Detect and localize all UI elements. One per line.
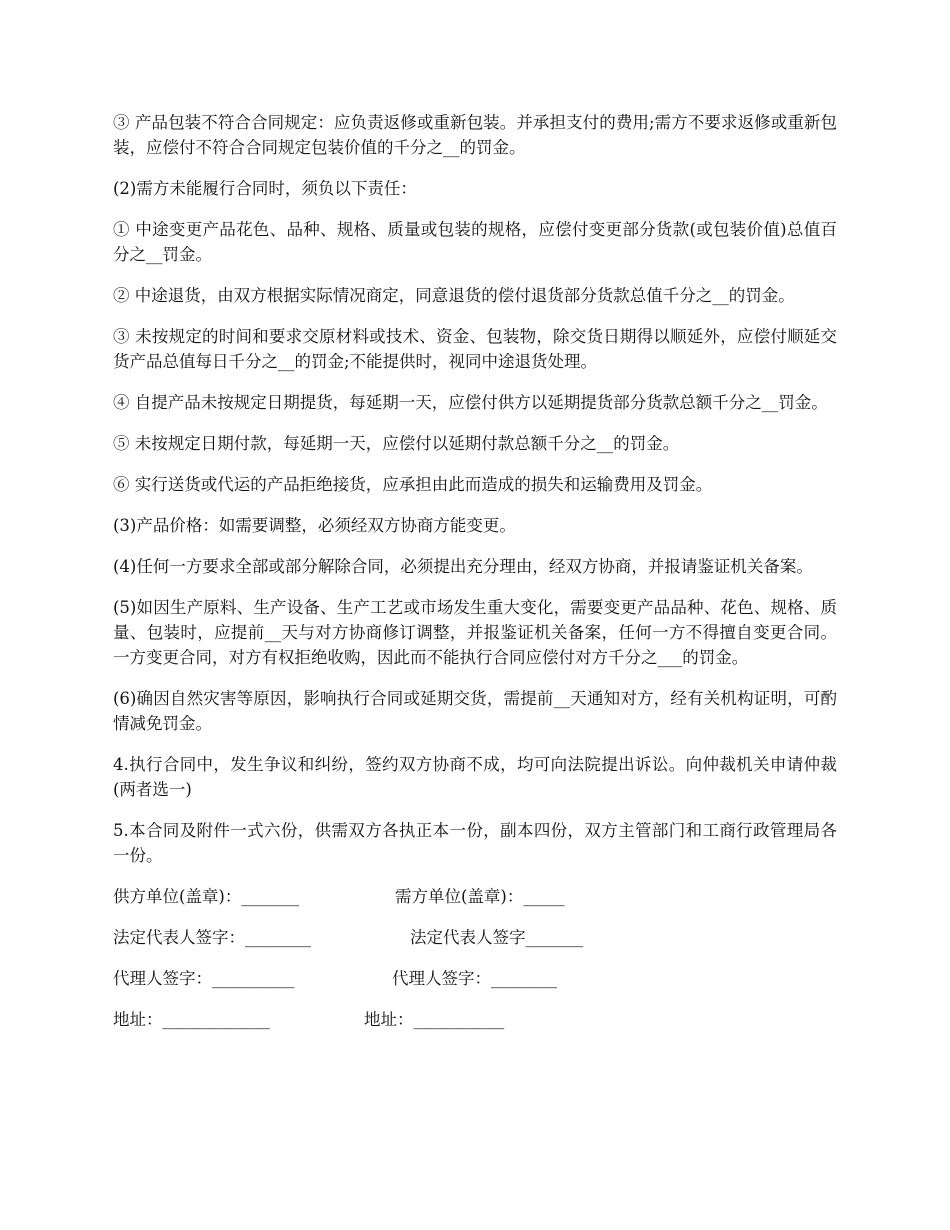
supplier-address-field: 地址：_____________: [113, 1010, 270, 1029]
clause-price: (3)产品价格：如需要调整，必须经双方协商方能变更。: [113, 516, 516, 535]
clause-force-majeure: (6)确因自然灾害等原因，影响执行合同或延期交货，需提前__天通知对方，经有关机构证明，可酌情减免罚金。: [113, 689, 837, 733]
signature-row-unit: [113, 884, 837, 909]
buyer-address-field: 地址：___________: [364, 1010, 505, 1029]
clause-termination: (4)任何一方要求全部或部分解除合同，必须提出充分理由，经双方协商，并报请鉴证机关备案。: [113, 557, 813, 576]
clause-buyer-payment-delay: ⑤ 未按规定日期付款，每延期一天，应偿付以延期付款总额千分之__的罚金。: [113, 434, 680, 453]
clause-dispute: 4.执行合同中，发生争议和纠纷，签约双方协商不成，均可向法院提出诉讼。向仲裁机关申请仲裁(两者选一): [113, 755, 837, 799]
clause-buyer-materials-delay: ③ 未按规定的时间和要求交原材料或技术、资金、包装物，除交货日期得以顺延外，应偿付顺延交货产品总值每日千分之__的罚金;不能提供时，视同中途退货处理。: [113, 327, 837, 371]
buyer-legal-rep-field: 法定代表人签字_______: [410, 928, 584, 947]
clause-supplier-packaging: ③ 产品包装不符合合同规定：应负责返修或重新包装。并承担支付的费用;需方不要求返修或重新包装，应偿付不符合合同规定包装价值的千分之__的罚金。: [113, 113, 837, 157]
signature-row-address: [113, 1007, 837, 1032]
supplier-unit-field: 供方单位(盖章)：_______: [113, 887, 300, 906]
clause-buyer-refuse-delivery: ⑥ 实行送货或代运的产品拒绝接货，应承担由此而造成的损失和运输费用及罚金。: [113, 475, 713, 494]
clause-copies: 5.本合同及附件一式六份，供需双方各执正本一份，副本四份，双方主管部门和工商行政管理局各一份。: [113, 821, 837, 865]
clause-buyer-pickup-delay: ④ 自提产品未按规定日期提货，每延期一天，应偿付供方以延期提货部分货款总额千分之__罚金。: [113, 393, 828, 412]
supplier-legal-rep-field: 法定代表人签字：________: [113, 928, 311, 947]
buyer-agent-field: 代理人签字：________: [392, 969, 557, 988]
clause-buyer-liability-heading: (2)需方未能履行合同时，须负以下责任：: [113, 179, 417, 198]
document-body: [113, 110, 837, 1048]
clause-major-change: (5)如因生产原料、生产设备、生产工艺或市场发生重大变化，需要变更产品品种、花色、规格、质量、包装时，应提前__天与对方协商修订调整，并报鉴证机关备案，任何一方不得擅自变更合同。一方变更合同，对方有权拒绝收购，因此而不能执行合同应偿付对方千分之___的罚金。: [113, 598, 837, 667]
clause-buyer-return-goods: ② 中途退货，由双方根据实际情况商定，同意退货的偿付退货部分货款总值千分之__的罚金。: [113, 286, 795, 305]
clause-buyer-change-spec: ① 中途变更产品花色、品种、规格、质量或包装的规格，应偿付变更部分货款(或包装价值)总值百分之__罚金。: [113, 220, 837, 264]
buyer-unit-field: 需方单位(盖章)：_____: [395, 887, 565, 906]
signature-row-legal-rep: [113, 925, 837, 950]
supplier-agent-field: 代理人签字：__________: [113, 969, 295, 988]
signature-row-agent: [113, 966, 837, 991]
